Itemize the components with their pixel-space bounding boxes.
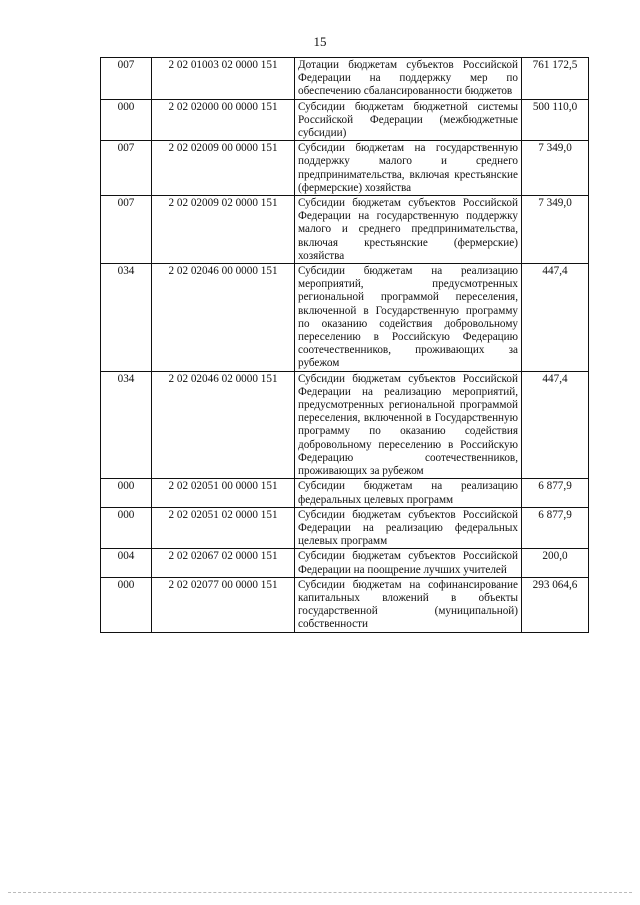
admin-code-cell: 000 — [101, 479, 152, 507]
page-number: 15 — [313, 34, 327, 49]
sum-cell: 6 877,9 — [522, 507, 589, 549]
sum-cell: 293 064,6 — [522, 577, 589, 632]
revenue-name-cell: Субсидии бюджетам на софинансирование капитальных вложений в объекты государственной (муниципальной) собственности — [295, 577, 522, 632]
admin-code-cell: 007 — [101, 196, 152, 264]
revenue-name-cell: Субсидии бюджетам на реализацию мероприятий, предусмотренных региональной программой переселения, включенной в Государственную программу по оказанию содействия добровольному переселению в Российскую Федерацию соотечественников, проживающих за рубежом — [295, 264, 522, 372]
classification-code-cell: 2 02 02009 00 0000 151 — [152, 141, 295, 196]
table-row — [101, 549, 589, 577]
revenue-name-cell: Субсидии бюджетам бюджетной системы Российской Федерации (межбюджетные субсидии) — [295, 99, 522, 141]
table-row — [101, 58, 589, 100]
revenue-name-cell: Субсидии бюджетам субъектов Российской Федерации на реализацию мероприятий, предусмотренных региональной программой переселения, включенной в Государственную программу по оказанию содействия добровольному переселению в Российскую Федерацию соотечественников, проживающих за рубежом — [295, 371, 522, 479]
budget-table — [100, 57, 589, 633]
admin-code-cell: 034 — [101, 264, 152, 372]
classification-code-cell: 2 02 01003 02 0000 151 — [152, 58, 295, 100]
sum-cell: 200,0 — [522, 549, 589, 577]
admin-code-cell: 004 — [101, 549, 152, 577]
admin-code-cell: 000 — [101, 577, 152, 632]
table-row — [101, 371, 589, 479]
classification-code-cell: 2 02 02051 02 0000 151 — [152, 507, 295, 549]
page-footer-divider — [8, 892, 632, 893]
sum-cell: 500 110,0 — [522, 99, 589, 141]
sum-cell: 447,4 — [522, 264, 589, 372]
revenue-name-cell: Субсидии бюджетам на государственную поддержку малого и среднего предпринимательства, включая крестьянские (фермерские) хозяйства — [295, 141, 522, 196]
revenue-name-cell: Субсидии бюджетам субъектов Российской Федерации на поощрение лучших учителей — [295, 549, 522, 577]
table-row — [101, 141, 589, 196]
revenue-name-cell: Дотации бюджетам субъектов Российской Федерации на поддержку мер по обеспечению сбалансированности бюджетов — [295, 58, 522, 100]
classification-code-cell: 2 02 02077 00 0000 151 — [152, 577, 295, 632]
classification-code-cell: 2 02 02009 02 0000 151 — [152, 196, 295, 264]
sum-cell: 6 877,9 — [522, 479, 589, 507]
classification-code-cell: 2 02 02000 00 0000 151 — [152, 99, 295, 141]
classification-code-cell: 2 02 02051 00 0000 151 — [152, 479, 295, 507]
revenue-name-cell: Субсидии бюджетам на реализацию федеральных целевых программ — [295, 479, 522, 507]
table-row — [101, 99, 589, 141]
classification-code-cell: 2 02 02046 00 0000 151 — [152, 264, 295, 372]
admin-code-cell: 034 — [101, 371, 152, 479]
table-row — [101, 507, 589, 549]
classification-code-cell: 2 02 02067 02 0000 151 — [152, 549, 295, 577]
sum-cell: 7 349,0 — [522, 196, 589, 264]
revenue-name-cell: Субсидии бюджетам субъектов Российской Федерации на государственную поддержку малого и среднего предпринимательства, включая крестьянские (фермерские) хозяйства — [295, 196, 522, 264]
admin-code-cell: 007 — [101, 58, 152, 100]
table-row — [101, 479, 589, 507]
admin-code-cell: 000 — [101, 99, 152, 141]
table-row — [101, 577, 589, 632]
sum-cell: 447,4 — [522, 371, 589, 479]
table-row — [101, 264, 589, 372]
admin-code-cell: 007 — [101, 141, 152, 196]
table-row — [101, 196, 589, 264]
revenue-name-cell: Субсидии бюджетам субъектов Российской Федерации на реализацию федеральных целевых программ — [295, 507, 522, 549]
classification-code-cell: 2 02 02046 02 0000 151 — [152, 371, 295, 479]
admin-code-cell: 000 — [101, 507, 152, 549]
sum-cell: 7 349,0 — [522, 141, 589, 196]
sum-cell: 761 172,5 — [522, 58, 589, 100]
